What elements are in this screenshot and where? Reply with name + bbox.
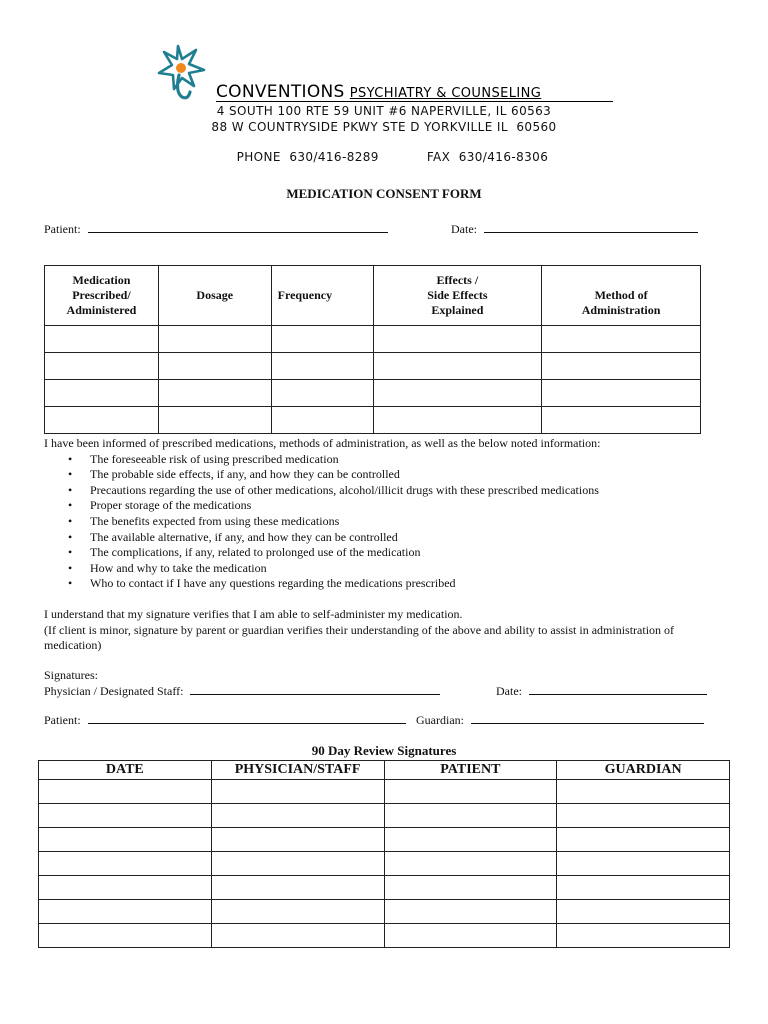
review-table-cell[interactable] [211, 876, 384, 900]
medication-table-body [45, 326, 701, 434]
review-header-patient: PATIENT [384, 761, 557, 780]
medication-table-row [45, 326, 701, 353]
info-bullet-item: • The foreseeable risk of using prescribed medication [90, 452, 724, 468]
medication-table-cell[interactable] [271, 380, 373, 407]
signatures-heading: Signatures: [44, 668, 98, 682]
guardian-signature-row [416, 712, 704, 728]
medication-table-cell[interactable] [542, 407, 701, 434]
org-name-sub: PSYCHIATRY & COUNSELING [349, 86, 542, 101]
medication-table-row [45, 353, 701, 380]
info-bullet-item: • The probable side effects, if any, and how they can be controlled [90, 467, 724, 483]
review-title: 90 Day Review Signatures [311, 743, 457, 758]
review-header-date: DATE [39, 761, 212, 780]
medication-table-header [45, 266, 701, 326]
info-bullet-list [44, 452, 724, 592]
self-administer-statement: I understand that my signature verifies that I am able to self-administer my medication. [44, 607, 463, 621]
review-table-row [39, 780, 730, 804]
medication-table-cell[interactable] [373, 326, 542, 353]
review-table-cell[interactable] [384, 852, 557, 876]
review-table-cell[interactable] [557, 780, 730, 804]
review-table-cell[interactable] [211, 924, 384, 948]
review-table-cell[interactable] [39, 924, 212, 948]
patient-label: Patient: [44, 222, 81, 236]
medication-table-row [45, 407, 701, 434]
date-label: Date: [451, 222, 477, 236]
review-table-row [39, 924, 730, 948]
review-table-cell[interactable] [557, 876, 730, 900]
medication-table-cell[interactable] [373, 407, 542, 434]
header-line: Dosage [196, 288, 234, 302]
medication-table-cell[interactable] [271, 326, 373, 353]
medication-table-cell[interactable] [158, 407, 271, 434]
medication-table-cell[interactable] [542, 326, 701, 353]
review-table-row [39, 876, 730, 900]
form-title: MEDICATION CONSENT FORM [286, 186, 482, 201]
review-table-cell[interactable] [39, 876, 212, 900]
date-field[interactable] [484, 221, 698, 233]
org-name-main: CONVENTIONS [216, 82, 345, 102]
review-table-cell[interactable] [384, 900, 557, 924]
signature-date-row [496, 683, 707, 699]
review-table-row [39, 852, 730, 876]
signature-date-field[interactable] [529, 683, 707, 695]
organization-name [216, 82, 541, 102]
date-field-row [451, 221, 698, 237]
header-line: Administration [581, 302, 661, 317]
patient-signature-row [44, 712, 406, 728]
info-bullet-item: • The benefits expected from using these medications [90, 514, 724, 530]
header-frequency [271, 266, 373, 326]
review-table-cell[interactable] [557, 804, 730, 828]
review-table-cell[interactable] [557, 900, 730, 924]
patient-signature-field[interactable] [88, 712, 406, 724]
info-bullet-item: • The complications, if any, related to prolonged use of the medication [90, 545, 724, 561]
star-figure-logo-icon [152, 42, 212, 104]
review-table-row [39, 828, 730, 852]
review-table-cell[interactable] [384, 828, 557, 852]
review-table-header [39, 761, 730, 780]
medication-table-cell[interactable] [45, 407, 159, 434]
information-section [44, 436, 724, 592]
header-line: Effects / [436, 273, 479, 287]
review-table-cell[interactable] [557, 852, 730, 876]
review-header-physician-staff: PHYSICIAN/STAFF [211, 761, 384, 780]
review-table-cell[interactable] [211, 900, 384, 924]
header-method-of-administration [542, 266, 701, 326]
header-line: Side Effects [427, 288, 488, 302]
review-table-cell[interactable] [384, 924, 557, 948]
medication-table-cell[interactable] [271, 353, 373, 380]
info-bullet-item: • Who to contact if I have any questions regarding the medications prescribed [90, 576, 724, 592]
review-table-row [39, 900, 730, 924]
medication-table-cell[interactable] [45, 326, 159, 353]
phone-number: PHONE 630/416-8289 [236, 150, 379, 164]
header-line: Administered [66, 303, 137, 317]
patient-signature-label: Patient: [44, 713, 81, 727]
address-line-2: 88 W COUNTRYSIDE PKWY STE D YORKVILLE IL 60560 [211, 120, 557, 134]
review-table-cell[interactable] [39, 852, 212, 876]
physician-signature-row [44, 683, 440, 699]
review-table-cell[interactable] [39, 828, 212, 852]
review-table-cell[interactable] [211, 828, 384, 852]
header-line: Method of [594, 287, 648, 302]
understanding-section [44, 607, 719, 654]
review-table-cell[interactable] [211, 804, 384, 828]
header-dosage [158, 266, 271, 326]
review-table-cell[interactable] [557, 924, 730, 948]
org-name-underline [216, 101, 613, 102]
info-bullet-item: • The available alternative, if any, and how they can be controlled [90, 530, 724, 546]
header-line: Explained [431, 303, 484, 317]
info-intro: I have been informed of prescribed medications, methods of administration, as well as the below noted information: [44, 436, 601, 450]
review-table-body [39, 780, 730, 948]
review-table-cell[interactable] [39, 900, 212, 924]
medication-table-cell[interactable] [158, 326, 271, 353]
patient-field-row [44, 221, 388, 237]
guardian-signature-field[interactable] [471, 712, 704, 724]
review-table-cell[interactable] [39, 780, 212, 804]
review-table-cell[interactable] [211, 852, 384, 876]
medication-table [44, 265, 701, 434]
review-table-cell[interactable] [384, 876, 557, 900]
medication-table-row [45, 380, 701, 407]
physician-signature-field[interactable] [190, 683, 440, 695]
header-effects-side-effects [373, 266, 542, 326]
patient-name-field[interactable] [88, 221, 388, 233]
signature-date-label: Date: [496, 684, 522, 698]
review-header-guardian: GUARDIAN [557, 761, 730, 780]
address-line-1: 4 SOUTH 100 RTE 59 UNIT #6 NAPERVILLE, IL 60563 [216, 104, 552, 118]
info-bullet-item: • Precautions regarding the use of other medications, alcohol/illicit drugs with these prescribed medications [90, 483, 724, 499]
header-line: Medication [72, 273, 131, 287]
medication-table-cell[interactable] [542, 353, 701, 380]
minor-statement: (If client is minor, signature by parent or guardian verifies their understanding of the above and ability to assist in administration of medication) [44, 622, 675, 653]
medication-table-cell[interactable] [158, 380, 271, 407]
review-table-cell[interactable] [557, 828, 730, 852]
review-table-cell[interactable] [39, 804, 212, 828]
header-line: Frequency [277, 288, 333, 302]
header-line: Prescribed/ [72, 288, 131, 302]
info-bullet-item: • How and why to take the medication [90, 561, 724, 577]
medication-table-cell[interactable] [373, 353, 542, 380]
medication-table-cell[interactable] [45, 380, 159, 407]
medication-table-cell[interactable] [158, 353, 271, 380]
medication-table-cell[interactable] [542, 380, 701, 407]
medication-table-cell[interactable] [45, 353, 159, 380]
review-table-cell[interactable] [211, 780, 384, 804]
physician-label: Physician / Designated Staff: [44, 684, 184, 698]
review-signatures-table [38, 760, 730, 948]
medication-table-cell[interactable] [373, 380, 542, 407]
review-table-cell[interactable] [384, 780, 557, 804]
review-table-cell[interactable] [384, 804, 557, 828]
info-bullet-item: • Proper storage of the medications [90, 498, 724, 514]
review-table-row [39, 804, 730, 828]
guardian-label: Guardian: [416, 713, 464, 727]
header-medication-prescribed [45, 266, 159, 326]
medication-table-cell[interactable] [271, 407, 373, 434]
contact-line [0, 136, 768, 178]
fax-number: FAX 630/416-8306 [426, 150, 549, 164]
